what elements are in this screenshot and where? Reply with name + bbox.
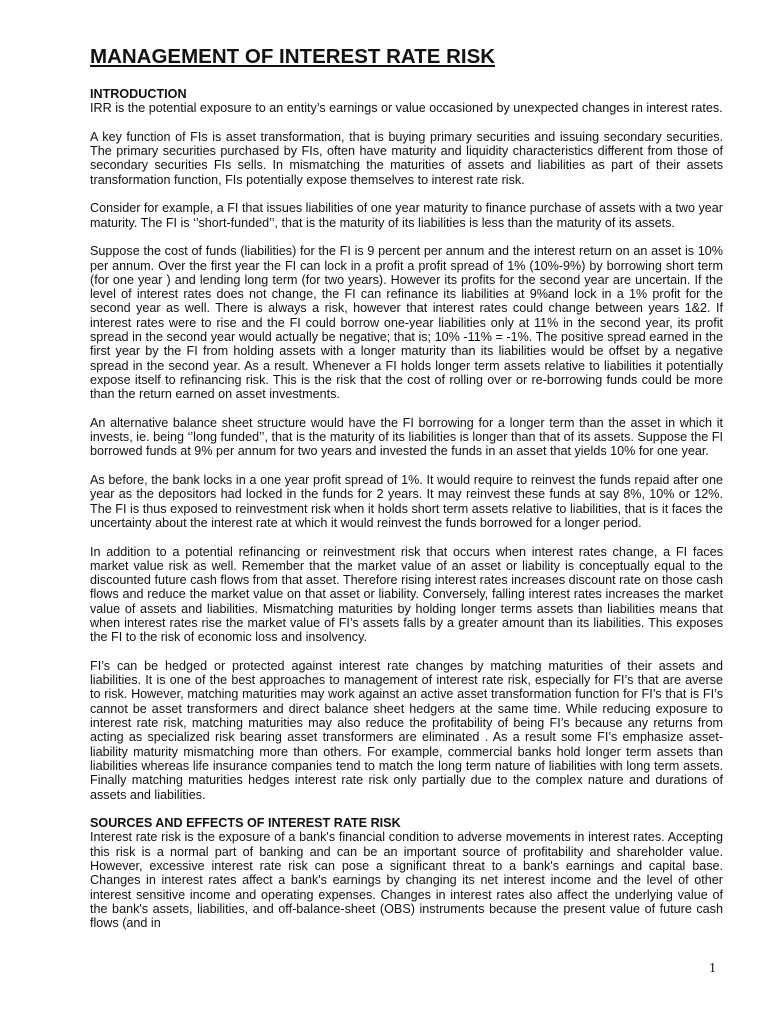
section-heading-introduction: INTRODUCTION bbox=[90, 87, 187, 101]
paragraph-interest-rate-risk-exposure: Interest rate risk is the exposure of a bank's financial condition to adverse movements in interest rates. Accepting this risk is a normal part of banking and can be an important source of profitability and shareholder value. However, excessive interest rate risk can pose a significant threat to a bank's earnings and capital base. Changes in interest rates affect a bank's earnings by changing its net interest income and the level of other interest sensitive income and operating expenses. Changes in interest rates also affect the underlying value of the bank's assets, liabilities, and off-balance-sheet (OBS) instruments because the present value of future cash flows (and in bbox=[90, 830, 723, 931]
section-heading-sources-effects: SOURCES AND EFFECTS OF INTEREST RATE RISK bbox=[90, 816, 401, 831]
paragraph-matching-maturities: FI’s can be hedged or protected against interest rate changes by matching maturities of their assets and liabilities. It is one of the best approaches to management of interest rate risk, especially for FI’s that are averse to risk. However, matching maturities may work against an active asset transformation function for FI’s that is FI’s cannot be asset transformers and direct balance sheet hedgers at the same time. While reducing exposure to interest rate risk, matching maturities may also reduce the profitability of being FI’s because any returns from acting as specialized risk bearing asset transformers are eliminated . As a result some FI’s emphasize asset-liability maturity mismatching more than others. For example, commercial banks hold longer term assets than liabilities whereas life insurance companies tend to match the long term nature of liabilities with long term assets. Finally matching maturities hedges interest rate risk only partially due to the complex nature and durations of assets and liabilities. bbox=[90, 658, 723, 802]
document-page bbox=[90, 44, 723, 931]
paragraph-refinancing-risk: Suppose the cost of funds (liabilities) for the FI is 9 percent per annum and the interest return on an asset is 10% per annum. Over the first year the FI can lock in a profit a profit spread of 1% (10%-9%) by borrowing short term (for one year ) and lending long term (for two years). However its profits for the second year are uncertain. If the level of interest rates does not change, the FI can refinance its liabilities at 9%and lock in a 1% profit for the second year as well. There is always a risk, however that interest rates could change between years 1&2. If interest rates were to rise and the FI could borrow one-year liabilities only at 11% in the second year, its profit spread in the second year would actually be negative; that is; 10% -11% = -1%. The positive spread earned in the first year by the FI from holding assets with a longer maturity than its liabilities would be offset by a negative spread in the second year. As a result. Whenever a FI holds longer term assets relative to liabilities it potentially expose itself to refinancing risk. This is the risk that the cost of rolling over or re-borrowing funds could be more than the return earned on asset investments. bbox=[90, 244, 723, 402]
paragraph-market-value-risk: In addition to a potential refinancing or reinvestment risk that occurs when interest rates change, a FI faces market value risk as well. Remember that the market value of an asset or liability is conceptually equal to the discounted future cash flows from that asset. Therefore rising interest rates increases discount rate on those cash flows and reduce the market value on that asset or liability. Conversely, falling interest rates increases the market value of assets and liabilities. Mismatching maturities by holding longer terms assets than liabilities means that when interest rates rise the market value of FI’s assets falls by a greater amount than its liabilities. This exposes the FI to the risk of economic loss and insolvency. bbox=[90, 544, 723, 645]
paragraph-reinvestment-risk: As before, the bank locks in a one year profit spread of 1%. It would require to reinvest the funds repaid after one year as the depositors had locked in the funds for 2 years. It may reinvest these funds at say 8%, 10% or 12%. The FI is thus exposed to reinvestment risk when it holds short term assets relative to liabilities, that is it faces the uncertainty about the interest rate at which it would reinvest the funds borrowed for a longer period. bbox=[90, 473, 723, 530]
paragraph-long-funded: An alternative balance sheet structure would have the FI borrowing for a longer term than the asset in which it invests, ie. being ‘’long funded’’, that is the maturity of its liabilities is longer than that of its assets. Suppose the FI borrowed funds at 9% per annum for two years and invested the funds in an asset that yields 10% for one year. bbox=[90, 415, 723, 459]
paragraph-asset-transformation: A key function of FIs is asset transformation, that is buying primary securities and issuing secondary securities. The primary securities purchased by FIs, often have maturity and liquidity characteristics different from those of secondary securities FIs sells. In mismatching the maturities of assets and liabilities as part of their assets transformation function, FIs potentially expose themselves to interest rate risk. bbox=[90, 129, 723, 187]
paragraph-short-funded: Consider for example, a FI that issues liabilities of one year maturity to finance purchase of assets with a two year maturity. The FI is ‘’short-funded’’, that is the maturity of its liabilities is less than the maturity of its assets. bbox=[90, 201, 723, 230]
paragraph-irr-definition: IRR is the potential exposure to an entity’s earnings or value occasioned by unexpected changes in interest rates. bbox=[90, 101, 723, 116]
document-title: MANAGEMENT OF INTEREST RATE RISK bbox=[90, 45, 496, 68]
page-number: 1 bbox=[709, 961, 716, 976]
